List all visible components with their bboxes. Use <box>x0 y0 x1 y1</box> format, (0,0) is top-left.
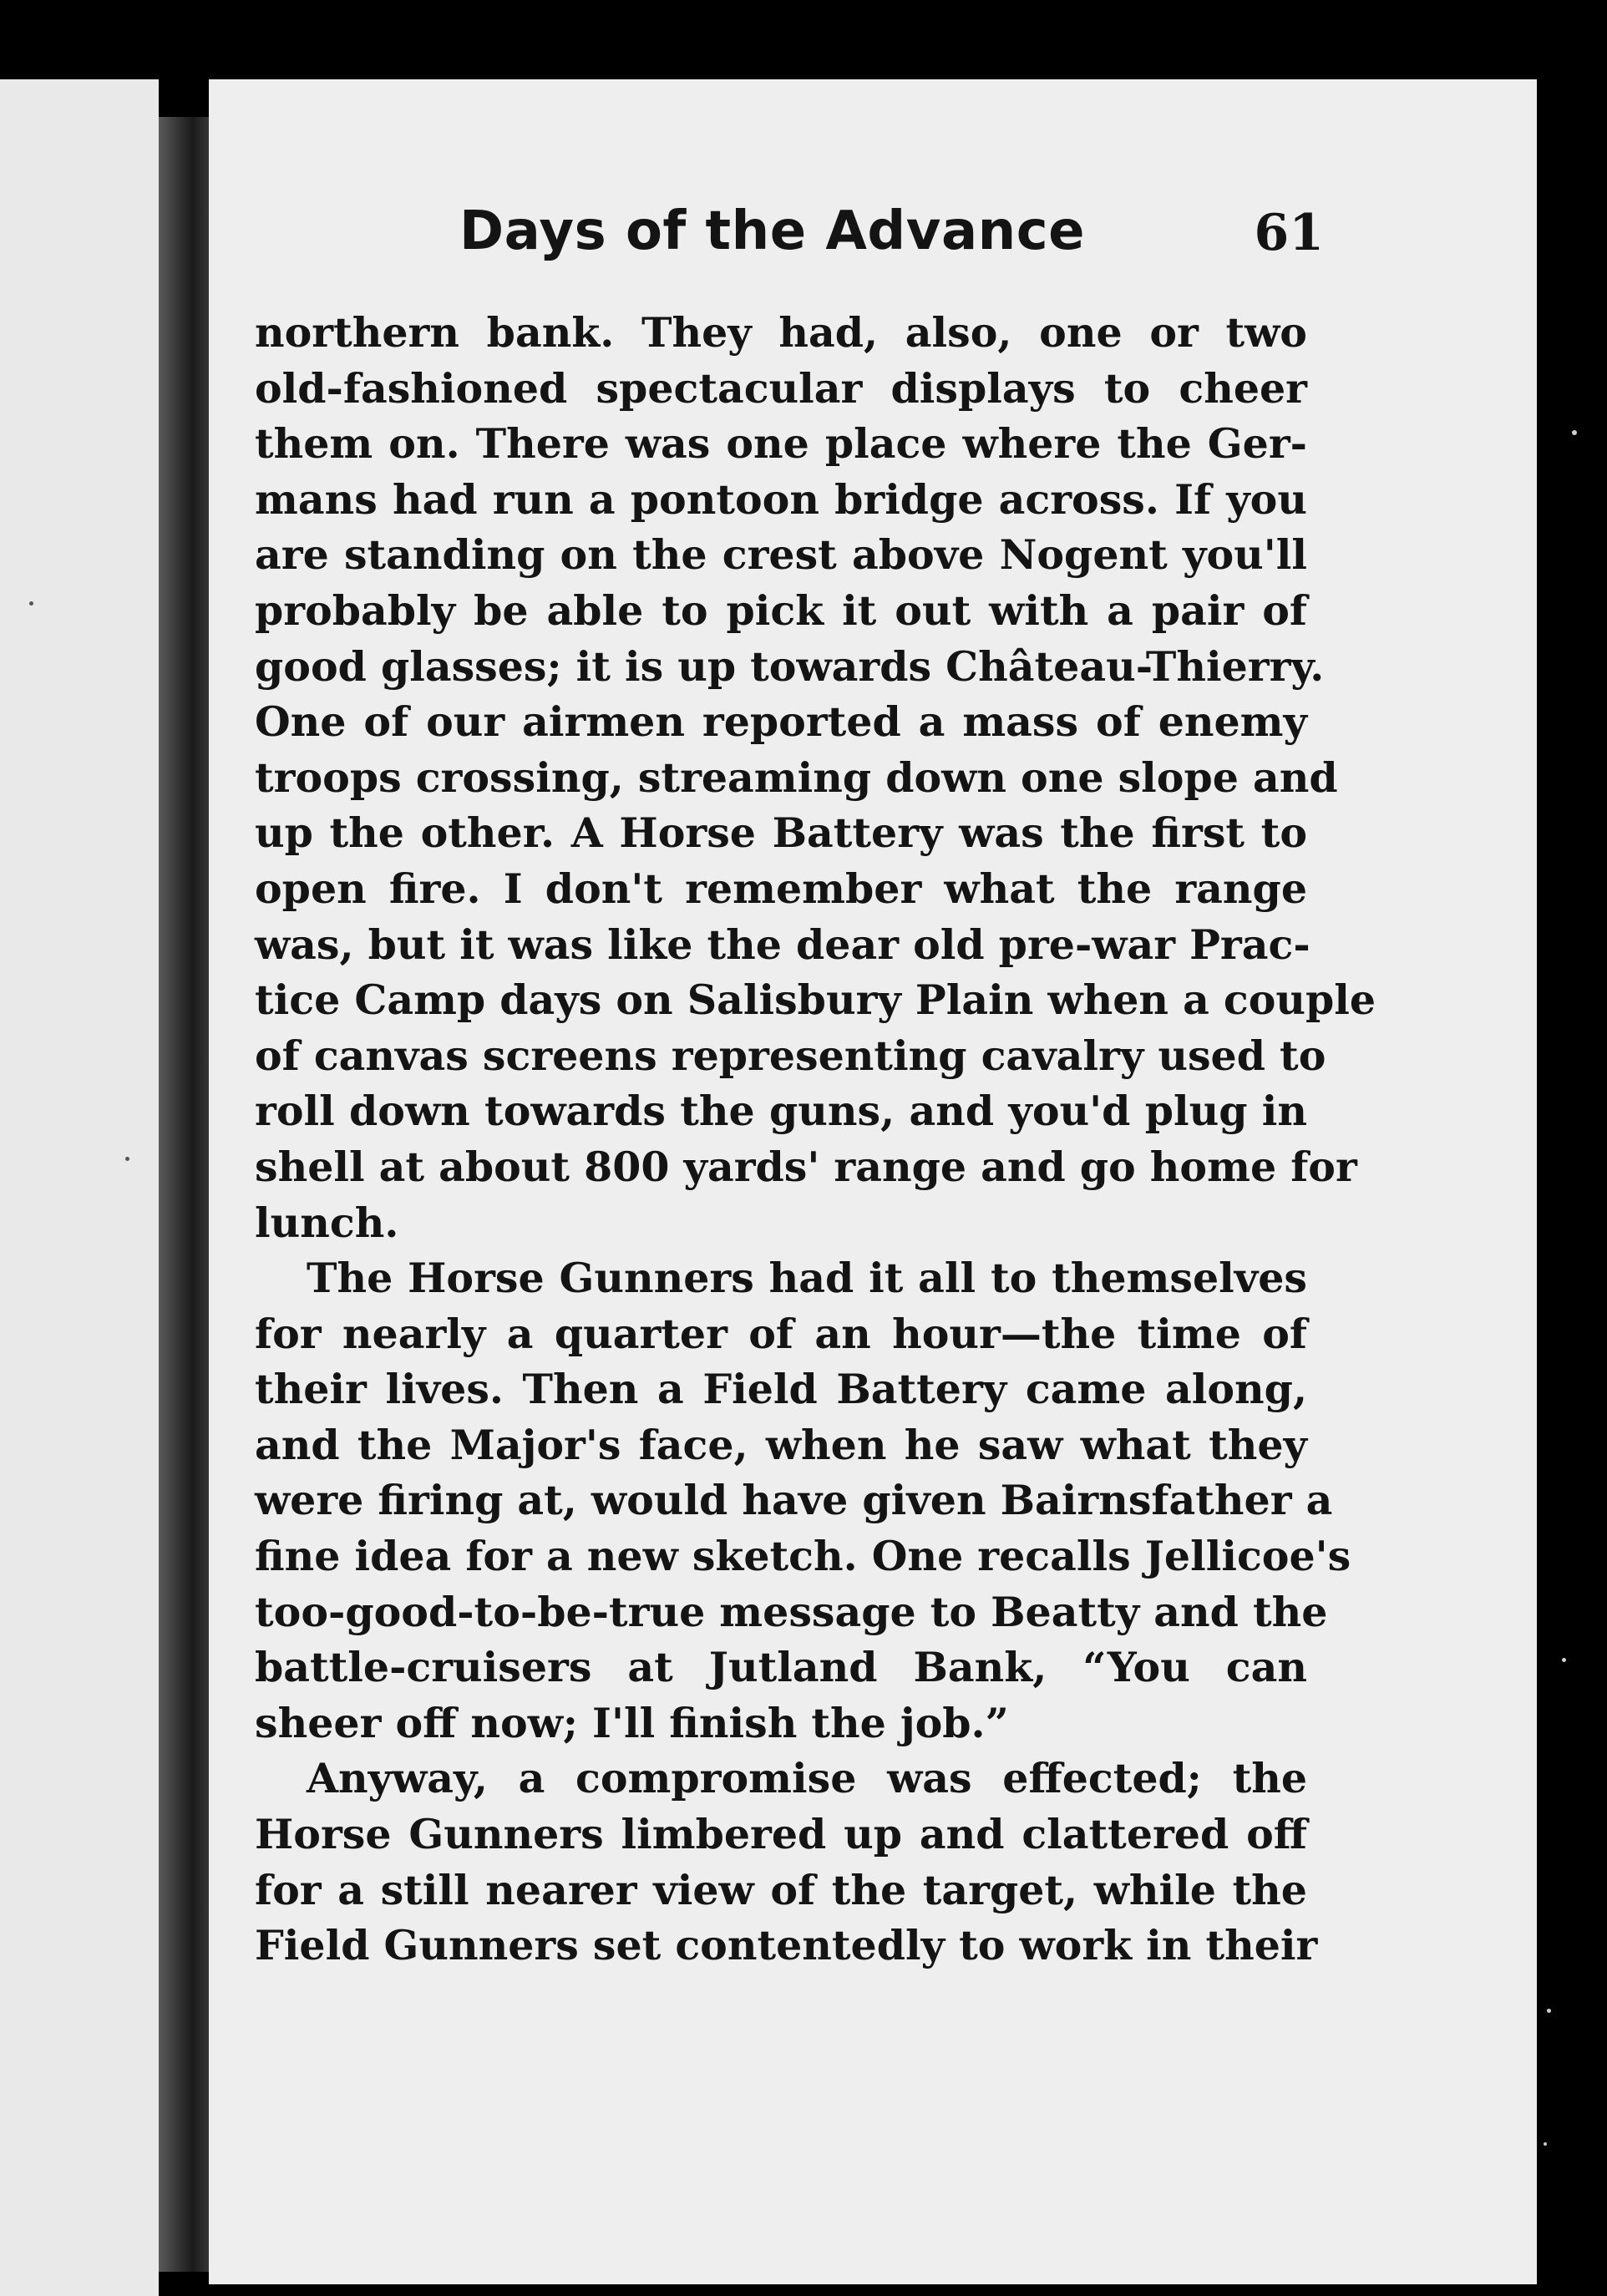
text-line: are standing on the crest above Nogent you'll <box>255 530 1307 580</box>
text-line: Horse Gunners limbered up and clattered off <box>255 1810 1307 1859</box>
text-line: Field Gunners set contentedly to work in their <box>255 1921 1318 1970</box>
text-line: troops crossing, streaming down one slope and <box>255 753 1338 802</box>
text-line: The Horse Gunners had it all to themselves <box>307 1254 1307 1303</box>
text-line: probably be able to pick it out with a pair of <box>255 585 1307 635</box>
text-line: too-good-to-be-true message to Beatty and the <box>255 1587 1328 1636</box>
text-line: for nearly a quarter of an hour—the time of <box>255 1309 1307 1358</box>
text-line: of canvas screens representing cavalry used to <box>255 1031 1326 1080</box>
body-text <box>255 305 1376 1974</box>
text-line: open fire. I don't remember what the range <box>255 864 1307 913</box>
text-line: fine idea for a new sketch. One recalls Jellicoe's <box>255 1532 1351 1581</box>
text-line: lunch. <box>255 1198 399 1247</box>
text-line: was, but it was like the dear old pre-war Prac- <box>255 920 1310 969</box>
page-number: 61 <box>1254 204 1324 262</box>
text-line: One of our airmen reported a mass of enemy <box>255 697 1307 747</box>
text-line: northern bank. They had, also, one or two <box>255 308 1307 357</box>
text-line: mans had run a pontoon bridge across. If you <box>255 474 1307 524</box>
text-line: for a still nearer view of the target, while the <box>255 1865 1307 1914</box>
text-line: good glasses; it is up towards Château-Thierry. <box>255 641 1325 691</box>
text-line: sheer off now; I'll finish the job.” <box>255 1698 1009 1747</box>
text-line: old-fashioned spectacular displays to cheer <box>255 363 1307 413</box>
right-border <box>1537 79 1607 2296</box>
text-line: up the other. A Horse Battery was the first to <box>255 808 1307 858</box>
text-line: them on. There was one place where the Ger- <box>255 419 1307 469</box>
facing-page-edge <box>0 79 159 2296</box>
text-line: and the Major's face, when he saw what they <box>255 1420 1307 1469</box>
text-line: Anyway, a compromise was effected; the <box>307 1754 1307 1803</box>
text-line: their lives. Then a Field Battery came along, <box>255 1365 1307 1414</box>
running-title: Days of the Advance <box>459 200 1086 262</box>
text-line: tice Camp days on Salisbury Plain when a couple <box>255 976 1376 1025</box>
text-line: were firing at, would have given Bairnsfather a <box>255 1476 1333 1525</box>
text-line: battle-cruisers at Jutland Bank, “You can <box>255 1643 1307 1692</box>
page-header <box>246 200 1324 292</box>
text-line: roll down towards the guns, and you'd plug in <box>255 1087 1307 1136</box>
text-line: shell at about 800 yards' range and go home for <box>255 1142 1357 1191</box>
